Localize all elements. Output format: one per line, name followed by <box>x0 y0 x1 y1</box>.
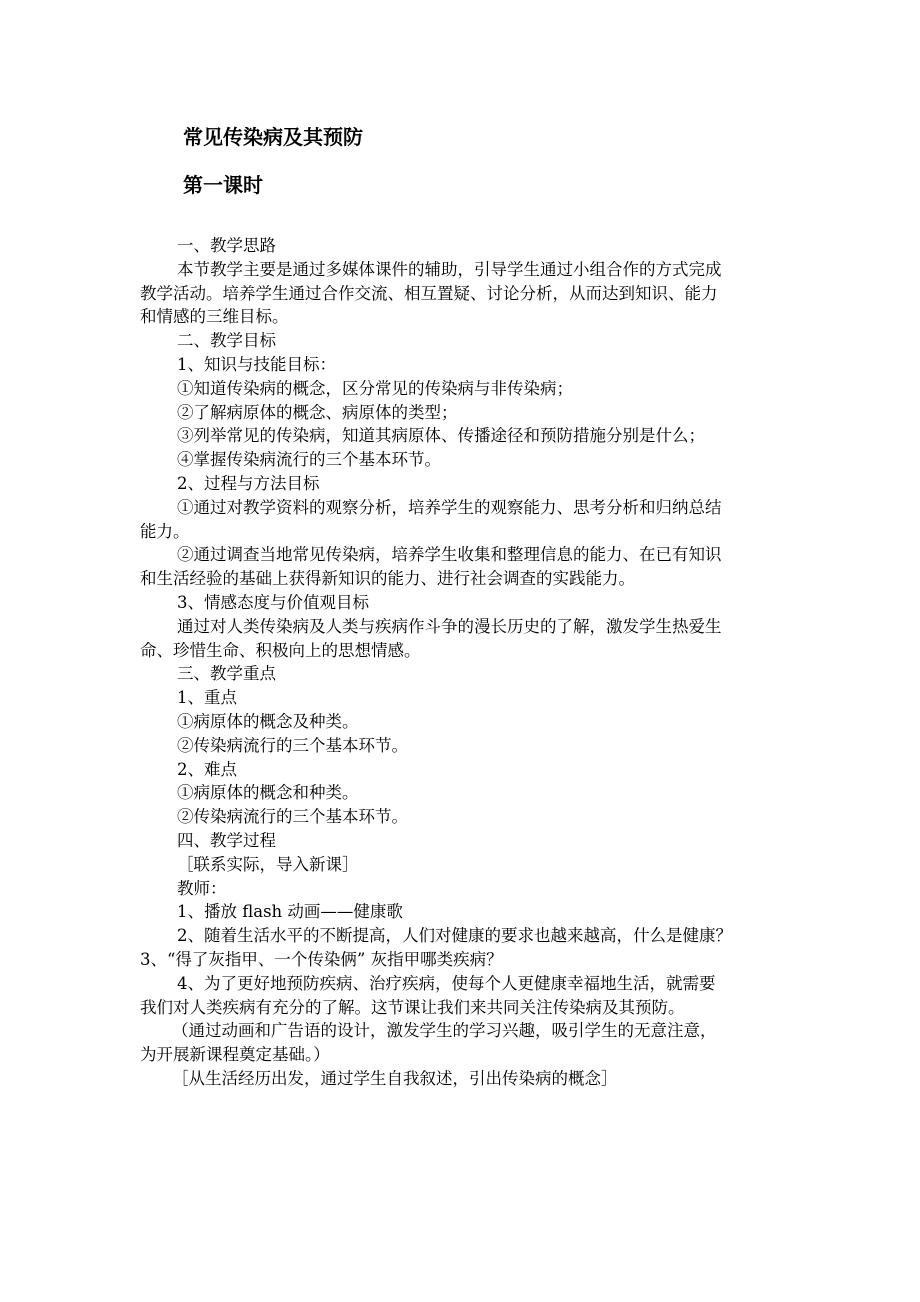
body-line: ①通过对教学资料的观察分析，培养学生的观察能力、思考分析和归纳总结 <box>177 497 722 517</box>
body-line: ②通过调查当地常见传染病，培养学生收集和整理信息的能力、在已有知识 <box>177 545 722 565</box>
body-line: 能力。 <box>140 521 190 541</box>
body-line: ③列举常见的传染病，知道其病原体、传播途径和预防措施分别是什么； <box>177 426 705 446</box>
body-line: ①病原体的概念及种类。 <box>177 711 359 731</box>
body-line: 一、教学思路 <box>177 236 276 255</box>
body-line: 2、难点 <box>177 759 237 779</box>
document-subtitle: 第一课时 <box>183 173 263 197</box>
body-line: 和情感的三维目标。 <box>140 307 289 327</box>
body-line: 为开展新课程奠定基础。） <box>140 1045 330 1065</box>
body-line: 1、知识与技能目标： <box>177 354 336 374</box>
body-line: 三、教学重点 <box>177 664 276 684</box>
body-line: 1、播放 flash 动画——健康歌 <box>177 902 403 922</box>
body-line: 和生活经验的基础上获得新知识的能力、进行社会调查的实践能力。 <box>140 569 635 589</box>
body-line: ④掌握传染病流行的三个基本环节。 <box>177 450 441 470</box>
body-line: 4、为了更好地预防疾病、治疗疾病，使每个人更健康幸福地生活，就需要 <box>177 973 716 993</box>
body-line: ①病原体的概念和种类。 <box>177 783 359 803</box>
body-line: 2、过程与方法目标 <box>177 473 320 493</box>
body-line: 本节教学主要是通过多媒体课件的辅助，引导学生通过小组合作的方式完成 <box>177 259 722 279</box>
body-line: 教学活动。培养学生通过合作交流、相互置疑、讨论分析，从而达到知识、能力 <box>140 283 718 303</box>
body-line: 3、“得了灰指甲、一个传染俩” 灰指甲哪类疾病？ <box>140 949 503 969</box>
body-line: （通过动画和广告语的设计，激发学生的学习兴趣，吸引学生的无意注意， <box>172 1021 717 1041</box>
body-line: ②了解病原体的概念、病原体的类型； <box>177 402 458 422</box>
body-line: 3、情感态度与价值观目标 <box>177 592 369 612</box>
body-line: ②传染病流行的三个基本环节。 <box>177 807 408 827</box>
body-line: 我们对人类疾病有充分的了解。这节课让我们来共同关注传染病及其预防。 <box>140 997 685 1017</box>
body-line: ［从生活经历出发，通过学生自我叙述，引出传染病的概念］ <box>172 1068 618 1088</box>
body-line: ①知道传染病的概念，区分常见的传染病与非传染病； <box>177 378 573 398</box>
document-body <box>140 234 800 1091</box>
body-line: 命、珍惜生命、积极向上的思想情感。 <box>140 640 421 660</box>
body-line: 1、重点 <box>177 688 237 708</box>
body-line: 教师： <box>177 878 227 898</box>
body-line: 二、教学目标 <box>177 331 276 351</box>
document-title: 常见传染病及其预防 <box>183 125 363 149</box>
body-line: 2、随着生活水平的不断提高，人们对健康的要求也越来越高，什么是健康？ <box>177 926 732 946</box>
body-line: 四、教学过程 <box>177 830 276 850</box>
body-line: ②传染病流行的三个基本环节。 <box>177 735 408 755</box>
body-line: ［联系实际，导入新课］ <box>177 854 359 874</box>
body-line: 通过对人类传染病及人类与疾病作斗争的漫长历史的了解，激发学生热爱生 <box>177 616 722 636</box>
